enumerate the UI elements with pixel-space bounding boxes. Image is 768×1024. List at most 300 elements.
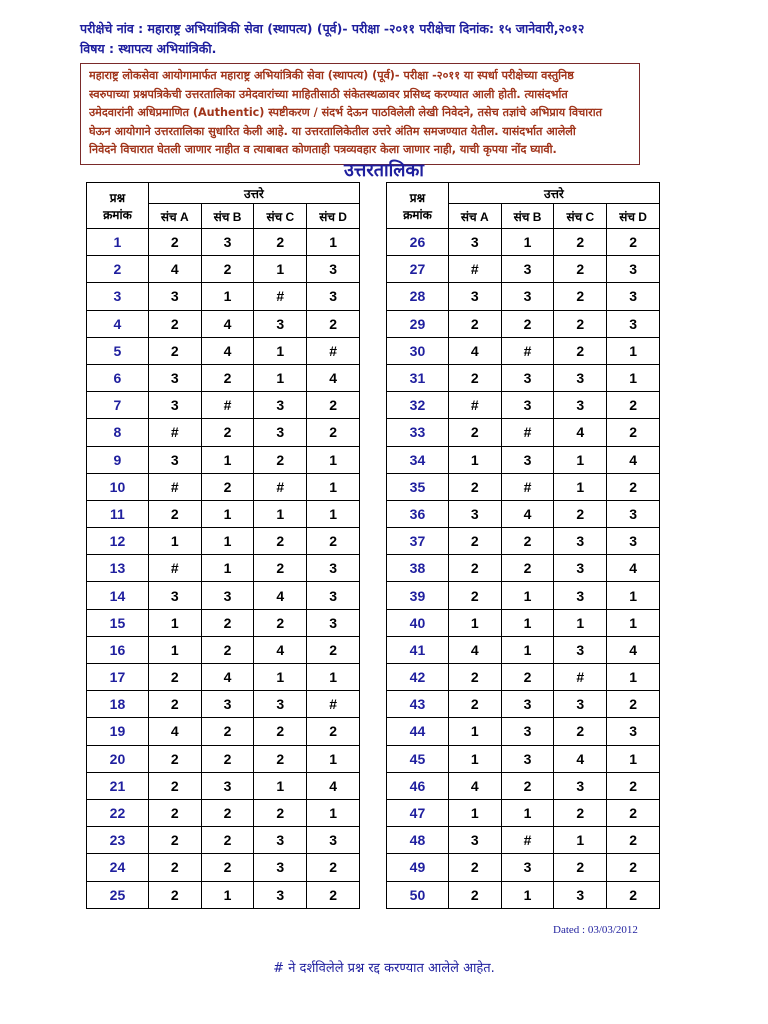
answer-cell: 1 [307,446,360,473]
question-number-cell: 16 [87,636,149,663]
answer-cell: 1 [501,229,554,256]
answer-cell: 2 [607,799,660,826]
answer-cell: 4 [607,446,660,473]
answer-cell: 1 [448,718,501,745]
table-row [387,582,660,609]
table-row [387,337,660,364]
answer-cell: 2 [554,310,607,337]
table-row [387,283,660,310]
answer-cell: 2 [607,772,660,799]
answer-cell: 4 [607,636,660,663]
question-number-cell: 36 [387,500,449,527]
answer-cell: 2 [501,555,554,582]
answer-cell: 1 [501,609,554,636]
answer-cell: 2 [448,691,501,718]
dated-label: Dated : 03/03/2012 [553,924,638,936]
answer-cell: # [254,473,307,500]
table-row [387,718,660,745]
answer-cell: 3 [554,364,607,391]
answer-cell: 2 [148,854,201,881]
answer-table-right [386,182,660,909]
set-header: संच C [254,204,307,229]
answer-cell: # [501,473,554,500]
answer-cell: 2 [254,609,307,636]
table-row [387,664,660,691]
question-number-cell: 30 [387,337,449,364]
question-number-cell: 28 [387,283,449,310]
answer-cell: 3 [201,582,254,609]
question-number-cell: 11 [87,500,149,527]
question-number-cell: 10 [87,473,149,500]
answer-cell: 1 [254,364,307,391]
answer-cell: 2 [554,337,607,364]
answer-cell: 2 [607,881,660,908]
answer-cell: 2 [148,664,201,691]
question-number-header: प्रश्न क्रमांक [387,183,449,229]
answer-cell: 2 [448,555,501,582]
question-number-cell: 18 [87,691,149,718]
answer-cell: 3 [148,392,201,419]
answer-cell: 3 [307,283,360,310]
answer-cell: 4 [254,636,307,663]
question-number-cell: 38 [387,555,449,582]
answer-cell: # [554,664,607,691]
answer-cell: 3 [307,827,360,854]
question-number-cell: 14 [87,582,149,609]
answer-cell: 4 [448,772,501,799]
answer-cell: 2 [201,364,254,391]
answer-cell: 2 [554,229,607,256]
answer-cell: 2 [148,745,201,772]
table-row [387,500,660,527]
answer-cell: 3 [254,854,307,881]
table-row [387,745,660,772]
answer-cell: 3 [554,555,607,582]
answer-cell: 2 [307,528,360,555]
answer-cell: 3 [307,256,360,283]
answer-cell: 2 [148,772,201,799]
set-header: संच A [448,204,501,229]
answer-cell: 4 [501,500,554,527]
answer-cell: 2 [148,337,201,364]
answer-cell: 2 [448,419,501,446]
answer-cell: 1 [148,609,201,636]
answer-cell: # [307,337,360,364]
table-row [387,392,660,419]
answer-cell: 3 [501,745,554,772]
answer-cell: 3 [254,691,307,718]
answer-cell: 1 [448,446,501,473]
question-number-cell: 44 [387,718,449,745]
answer-cell: 3 [148,364,201,391]
question-number-cell: 48 [387,827,449,854]
answer-cell: 3 [201,772,254,799]
question-number-cell: 49 [387,854,449,881]
question-number-cell: 39 [387,582,449,609]
answer-cell: 1 [607,582,660,609]
answer-cell: 3 [554,392,607,419]
answer-cell: 2 [307,718,360,745]
answer-cell: 2 [448,528,501,555]
question-number-cell: 21 [87,772,149,799]
answer-cell: 1 [254,256,307,283]
answer-cell: 2 [148,881,201,908]
table-row [87,691,360,718]
answer-cell: 2 [307,310,360,337]
answer-cell: 2 [201,473,254,500]
answer-cell: 2 [448,582,501,609]
answer-cell: 3 [501,446,554,473]
answer-cell: 1 [448,745,501,772]
answer-cell: 2 [607,473,660,500]
question-number-cell: 46 [387,772,449,799]
question-number-cell: 23 [87,827,149,854]
question-number-cell: 8 [87,419,149,446]
answer-cell: 2 [448,854,501,881]
set-header: संच D [307,204,360,229]
question-number-cell: 27 [387,256,449,283]
table-row [87,718,360,745]
answer-cell: 3 [254,827,307,854]
answer-cell: 3 [448,283,501,310]
answer-cell: 1 [201,446,254,473]
table-row [87,473,360,500]
answer-cell: 2 [254,718,307,745]
table-row [387,827,660,854]
answer-cell: 2 [501,664,554,691]
answer-cell: 2 [307,854,360,881]
answer-cell: 4 [201,310,254,337]
question-number-cell: 19 [87,718,149,745]
answer-cell: # [148,555,201,582]
answer-cell: 1 [501,582,554,609]
answer-cell: 3 [307,582,360,609]
answer-cell: 1 [448,609,501,636]
table-row [387,364,660,391]
table-row [87,364,360,391]
answer-cell: 2 [307,636,360,663]
question-number-cell: 17 [87,664,149,691]
answer-cell: 1 [307,500,360,527]
answer-cell: 4 [307,364,360,391]
answer-cell: 1 [201,555,254,582]
table-row [387,799,660,826]
table-row [387,473,660,500]
answer-cell: 1 [307,229,360,256]
answer-cell: 3 [148,582,201,609]
answer-cell: 2 [501,528,554,555]
question-number-cell: 22 [87,799,149,826]
answer-cell: 2 [554,256,607,283]
answer-cell: 1 [148,636,201,663]
footnote: # ने दर्शविलेले प्रश्न रद्द करण्यात आलेले आहेत. [273,961,495,976]
answer-cell: 1 [307,664,360,691]
table-row [87,419,360,446]
table-row [387,881,660,908]
question-number-cell: 43 [387,691,449,718]
table-row [87,310,360,337]
answer-cell: 2 [201,854,254,881]
answer-cell: 2 [254,799,307,826]
question-number-cell: 37 [387,528,449,555]
answer-cell: 1 [201,283,254,310]
answers-header: उत्तरे [448,183,659,204]
answer-cell: # [448,256,501,283]
answer-cell: 2 [148,500,201,527]
table-row [387,854,660,881]
table-row [87,337,360,364]
table-row [387,256,660,283]
answer-cell: 2 [501,310,554,337]
answer-cell: 3 [501,364,554,391]
answer-cell: 2 [148,691,201,718]
question-number-cell: 7 [87,392,149,419]
answer-cell: 4 [554,419,607,446]
answer-cell: 3 [554,772,607,799]
table-row [387,555,660,582]
table-row [387,691,660,718]
table-row [387,772,660,799]
question-number-cell: 35 [387,473,449,500]
table-row [87,446,360,473]
notice-line: निवेदने विचारात घेतली जाणार नाहीत व त्याबाबत कोणताही पत्रव्यवहार केला जाणार नाही, याची कृपया नोंद घ्यावी. [89,143,557,156]
answer-cell: 2 [554,799,607,826]
question-number-cell: 34 [387,446,449,473]
question-number-cell: 47 [387,799,449,826]
answer-cell: 2 [607,229,660,256]
table-row [87,799,360,826]
answer-table-left [86,182,360,909]
answer-cell: 2 [554,500,607,527]
answer-cell: 2 [448,310,501,337]
answer-cell: 1 [501,799,554,826]
answer-cell: 3 [254,419,307,446]
answer-cell: 1 [607,664,660,691]
answer-cell: 1 [554,473,607,500]
answer-cell: 3 [501,854,554,881]
question-number-cell: 5 [87,337,149,364]
question-number-header: प्रश्न क्रमांक [87,183,149,229]
table-row [87,582,360,609]
table-row [87,229,360,256]
answer-cell: 3 [607,528,660,555]
table-row [87,283,360,310]
answer-cell: 3 [554,691,607,718]
answer-cell: 3 [201,229,254,256]
answer-cell: 4 [554,745,607,772]
answer-cell: 2 [201,636,254,663]
answer-cell: 3 [607,283,660,310]
table-row [387,229,660,256]
notice-line: महाराष्ट्र लोकसेवा आयोगामार्फत महाराष्ट्र अभियांत्रिकी सेवा (स्थापत्य) (पूर्व)- परीक्षा -२०११ या स्पर्धा परीक्षेच्या वस्तुनिष्ठ [89,69,574,82]
answer-cell: 1 [448,799,501,826]
answer-cell: 1 [607,609,660,636]
answer-cell: 1 [307,745,360,772]
answer-cell: 2 [554,718,607,745]
answer-cell: 1 [554,827,607,854]
answer-cell: 3 [607,256,660,283]
table-title: उत्तरतालिका [344,160,424,181]
question-number-cell: 24 [87,854,149,881]
answer-cell: 2 [254,446,307,473]
answer-cell: 3 [254,310,307,337]
table-row [87,528,360,555]
answer-cell: 4 [607,555,660,582]
answer-cell: 3 [607,718,660,745]
table-row [87,854,360,881]
answer-cell: 4 [307,772,360,799]
answer-cell: 2 [254,229,307,256]
answer-cell: 1 [554,609,607,636]
table-row [387,419,660,446]
answer-cell: 2 [201,256,254,283]
answer-cell: 2 [554,283,607,310]
answer-cell: 3 [607,310,660,337]
table-row [387,609,660,636]
answer-cell: 2 [501,772,554,799]
answer-cell: # [501,337,554,364]
question-number-cell: 33 [387,419,449,446]
answer-cell: 3 [448,827,501,854]
set-header: संच A [148,204,201,229]
table-row [87,827,360,854]
question-number-cell: 31 [387,364,449,391]
answer-cell: 3 [448,229,501,256]
answer-cell: 2 [448,364,501,391]
answer-cell: 1 [148,528,201,555]
table-row [87,392,360,419]
answer-cell: # [448,392,501,419]
answer-cell: 2 [607,392,660,419]
answer-cell: 3 [201,691,254,718]
answer-cell: 2 [607,854,660,881]
question-number-cell: 2 [87,256,149,283]
answer-cell: 1 [307,473,360,500]
answer-cell: 2 [254,745,307,772]
table-row [387,310,660,337]
answer-cell: 2 [201,609,254,636]
question-number-cell: 3 [87,283,149,310]
answer-cell: 3 [501,392,554,419]
answer-cell: 3 [554,636,607,663]
answer-cell: 1 [254,337,307,364]
answer-cell: # [148,473,201,500]
answer-cell: 2 [148,310,201,337]
answer-cell: 4 [448,636,501,663]
question-number-cell: 45 [387,745,449,772]
answer-cell: # [254,283,307,310]
subject-line: विषय : स्थापत्य अभियांत्रिकी. [80,41,217,56]
answer-cell: 1 [501,636,554,663]
answer-cell: # [501,419,554,446]
answer-cell: 4 [254,582,307,609]
table-row [387,446,660,473]
notice-box [80,63,640,165]
table-row [87,745,360,772]
answer-cell: 3 [501,691,554,718]
set-header: संच B [501,204,554,229]
answer-cell: 2 [448,881,501,908]
answer-cell: 1 [254,772,307,799]
answer-cell: 2 [201,827,254,854]
notice-line: घेऊन आयोगाने उत्तरतालिका सुधारित केली आहे. या उत्तरतालिकेतील उत्तरे अंतिम समजण्यात येतील. यासंदर्भात आलेली [89,124,576,138]
table-row [87,664,360,691]
answer-cell: 1 [254,664,307,691]
answer-cell: 2 [148,827,201,854]
answer-cell: 3 [501,283,554,310]
notice-line: स्वरुपाच्या प्रश्नपत्रिकेची उत्तरतालिका उमेदवारांच्या माहितीसाठी संकेतस्थळावर प्रसिध्द करण्यात आली होती. त्यासंदर्भात [89,87,568,101]
question-number-cell: 42 [387,664,449,691]
question-number-cell: 25 [87,881,149,908]
set-header: संच B [201,204,254,229]
answer-cell: 2 [607,827,660,854]
answer-cell: 3 [554,582,607,609]
answer-cell: 4 [148,718,201,745]
table-row [387,528,660,555]
table-row [87,500,360,527]
question-number-cell: 6 [87,364,149,391]
answer-cell: 2 [307,392,360,419]
answer-cell: 3 [148,446,201,473]
answer-cell: 3 [501,256,554,283]
answer-cell: 2 [201,745,254,772]
table-row [87,772,360,799]
table-row [387,636,660,663]
set-header: संच C [554,204,607,229]
answer-cell: 2 [554,854,607,881]
answer-cell: 2 [607,419,660,446]
answer-cell: 2 [448,664,501,691]
answer-cell: # [201,392,254,419]
answer-cell: 1 [554,446,607,473]
answer-cell: 2 [448,473,501,500]
answer-cell: 1 [201,528,254,555]
question-number-cell: 1 [87,229,149,256]
table-row [87,636,360,663]
answer-cell: 2 [254,528,307,555]
answer-cell: 4 [201,664,254,691]
question-number-cell: 4 [87,310,149,337]
question-number-cell: 26 [387,229,449,256]
answer-cell: # [148,419,201,446]
answer-cell: 3 [501,718,554,745]
answer-cell: 4 [201,337,254,364]
question-number-cell: 15 [87,609,149,636]
answer-cell: 2 [607,691,660,718]
table-row [87,555,360,582]
table-row [87,256,360,283]
answer-cell: 4 [148,256,201,283]
exam-name-line: परीक्षेचे नांव : महाराष्ट्र अभियांत्रिकी सेवा (स्थापत्य) (पूर्व)- परीक्षा -२०११ परीक्षेचा दिनांक: १५ जानेवारी,२०१२ [80,21,585,36]
set-header: संच D [607,204,660,229]
answer-cell: 3 [254,392,307,419]
question-number-cell: 29 [387,310,449,337]
question-number-cell: 32 [387,392,449,419]
answer-cell: 1 [607,364,660,391]
answer-cell: 2 [201,718,254,745]
answer-cell: 1 [607,745,660,772]
answer-cell: 2 [201,799,254,826]
answer-cell: 1 [501,881,554,908]
question-number-cell: 12 [87,528,149,555]
answer-cell: 1 [254,500,307,527]
question-number-cell: 41 [387,636,449,663]
answer-cell: 1 [607,337,660,364]
notice-line: उमेदवारांनी अधिप्रमाणित (Authentic) स्पष्टीकरण / संदर्भ देऊन पाठविलेली लेखी निवेदने, तसेच तज्ञांचे अभिप्राय विचारात [89,106,602,119]
answer-cell: 4 [448,337,501,364]
answer-cell: # [501,827,554,854]
question-number-cell: 20 [87,745,149,772]
